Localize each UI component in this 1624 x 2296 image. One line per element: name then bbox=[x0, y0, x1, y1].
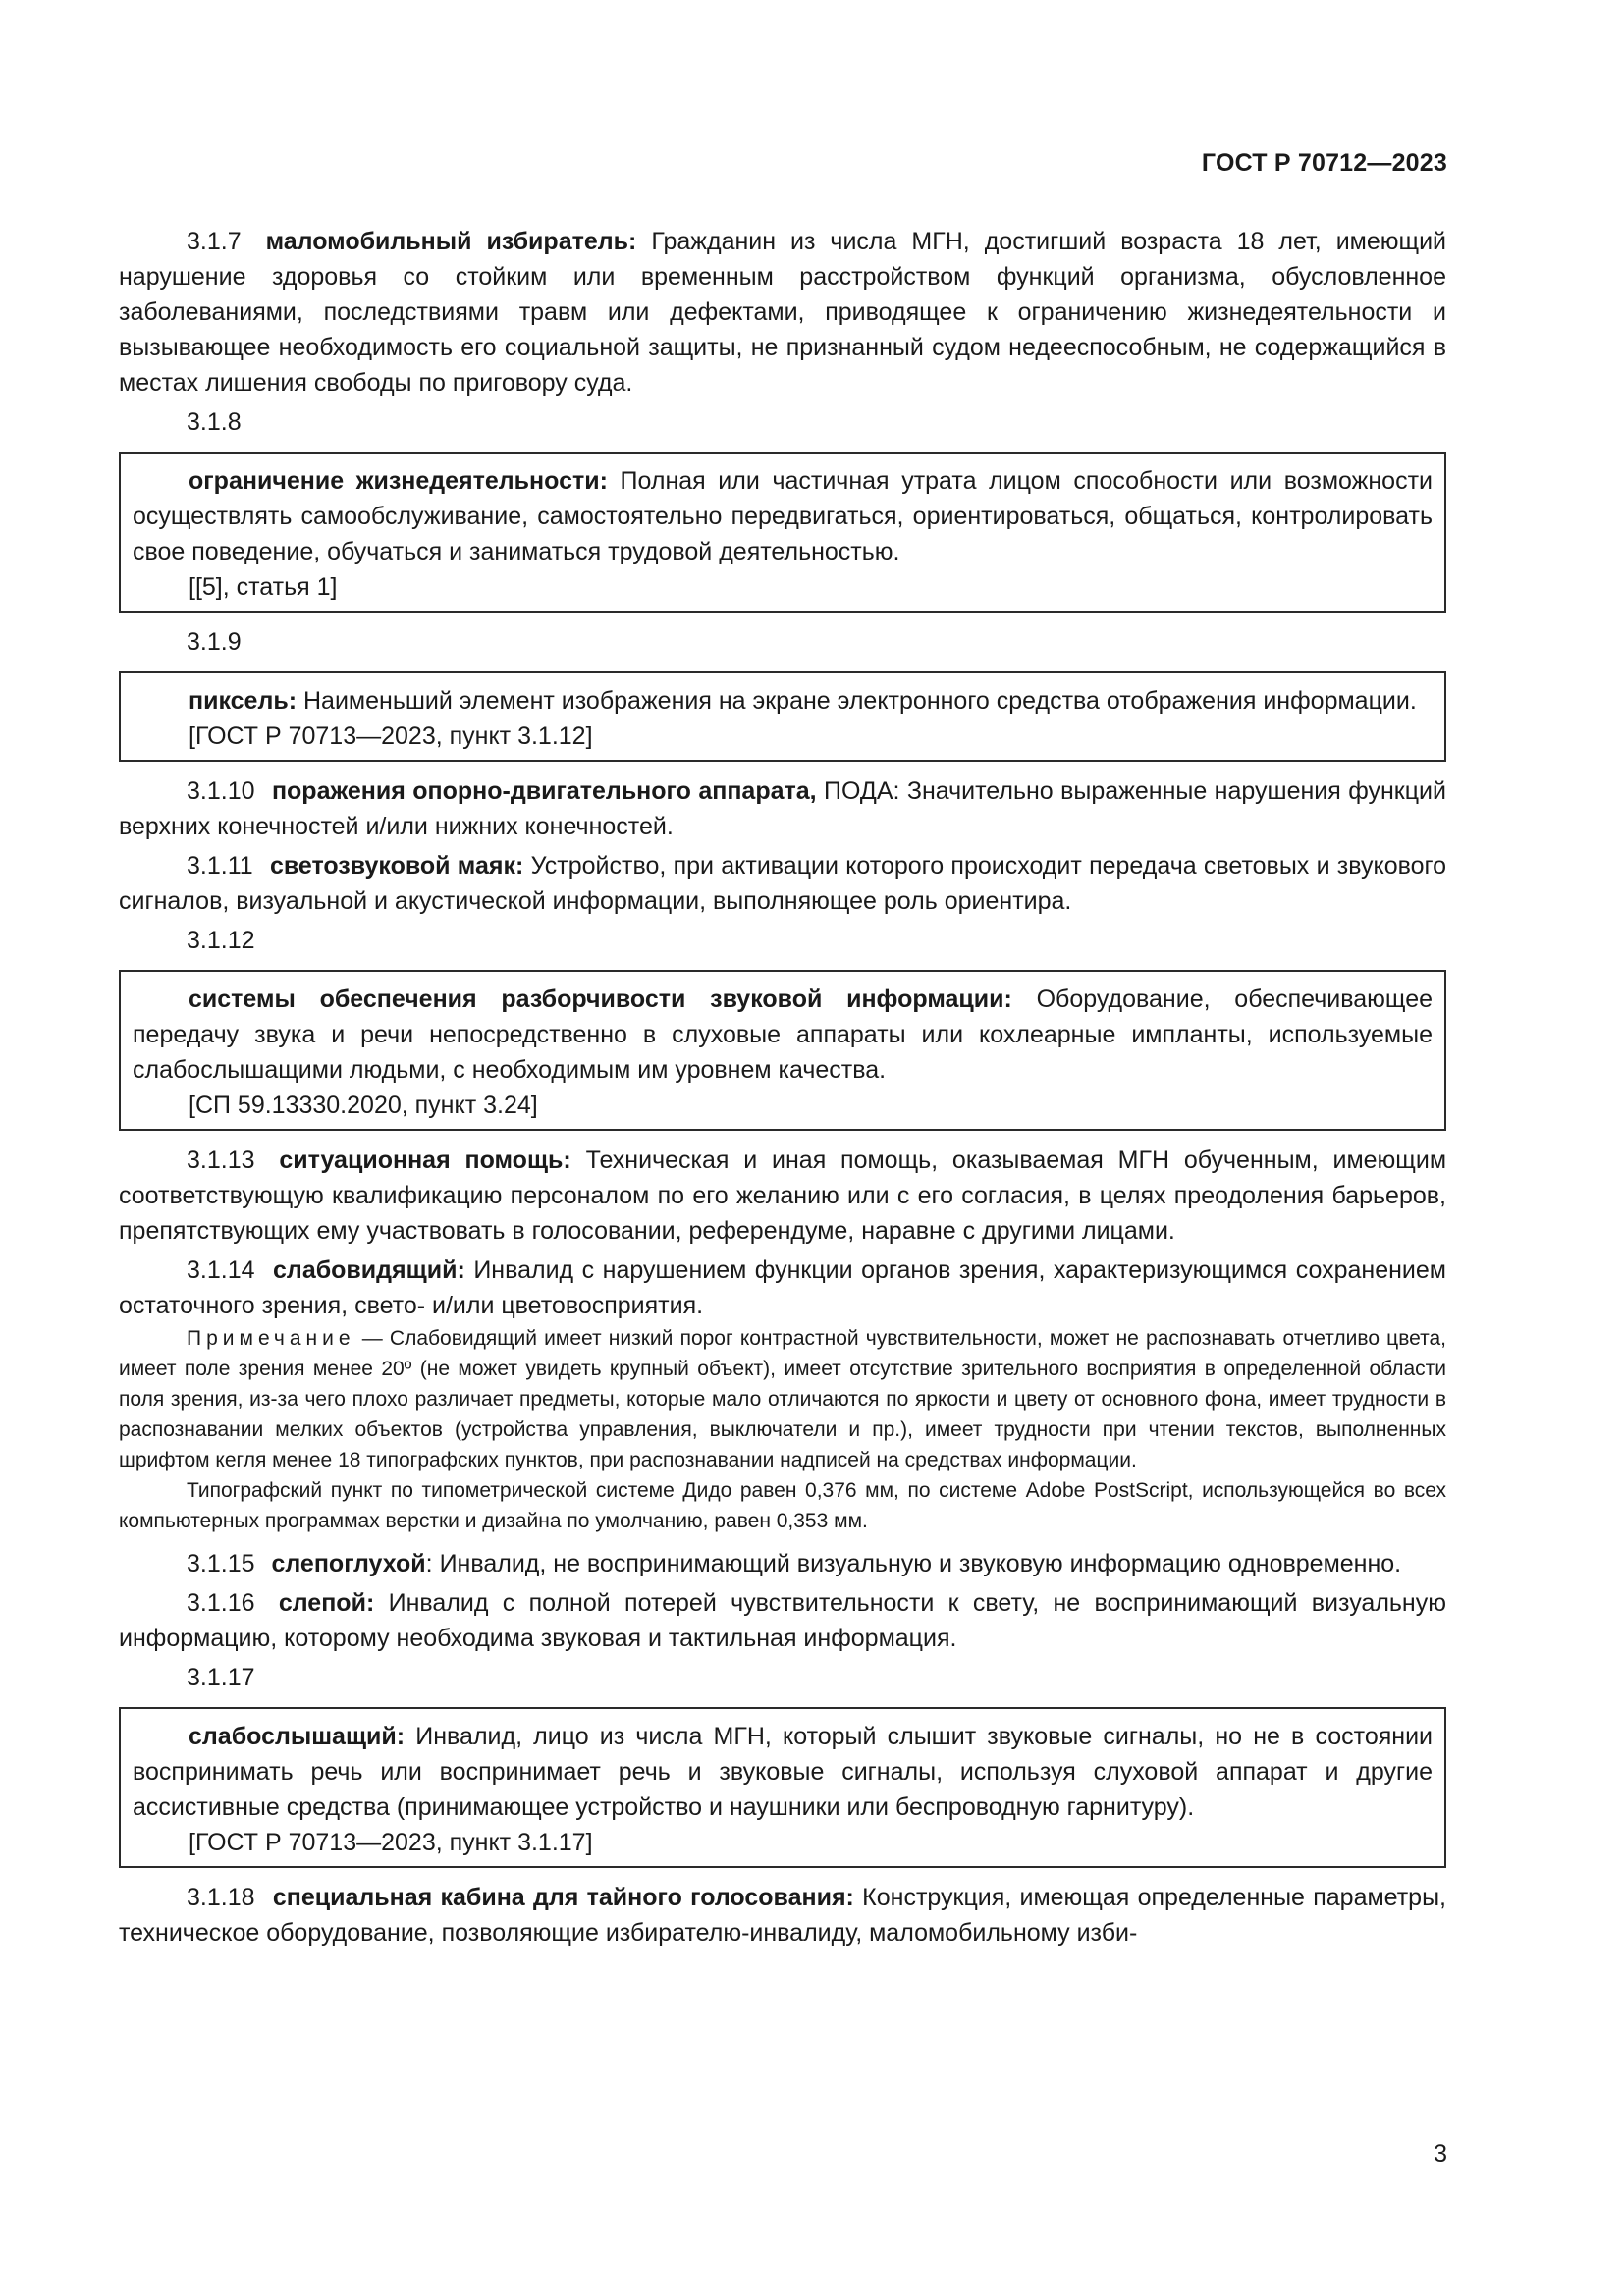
entry-definition: : Инвалид, не воспринимающий визуальную и звуковую информацию одновременно. bbox=[425, 1550, 1402, 1577]
entry-3-1-15 bbox=[119, 1546, 1446, 1581]
note-label: Примечание bbox=[187, 1327, 355, 1350]
quoted-definition-box-3-1-12 bbox=[119, 970, 1446, 1131]
entry-definition: Гражданин из числа МГН, достигший возраста 18 лет, имеющий нарушение здоровья со стойким или временным расстройством функций организма, обусловленное заболеваниями, последствиями травм или дефектами, приводящее к ограничению жизнедеятельности и вызывающее необходимость его социальной защиты, не признанный судом недееспособным, не содержащийся в местах лишения свободы по приговору суда. bbox=[119, 228, 1446, 397]
entry-number: 3.1.7 bbox=[187, 228, 242, 255]
entry-definition: Инвалид с полной потерей чувствительности к свету, не воспринимающий визуальную информацию, которому необходима звуковая и тактильная информация. bbox=[119, 1589, 1446, 1652]
page-number: 3 bbox=[1434, 2140, 1447, 2167]
entry-3-1-9 bbox=[133, 683, 1433, 719]
entry-number: 3.1.11 bbox=[187, 852, 253, 880]
entry-source: [[5], статья 1] bbox=[189, 573, 338, 601]
entry-source: [СП 59.13330.2020, пункт 3.24] bbox=[189, 1092, 538, 1119]
entry-term: слепоглухой bbox=[271, 1550, 426, 1577]
entry-term: слабовидящий: bbox=[273, 1256, 465, 1284]
entry-definition: Инвалид, лицо из числа МГН, который слышит звуковые сигналы, но не в состоянии воспринимать речь или воспринимает речь и звуковые сигналы, используя слуховой аппарат и другие ассистивные средства (принимающее устройство и наушники или беспроводную гарнитуру). bbox=[133, 1723, 1434, 1821]
entry-definition: Техническая и иная помощь, оказываемая МГН обученным, имеющим соответствующую квалификацию персоналом по его желанию или с его согласия, в целях преодоления барьеров, препятствующих ему участвовать в голосовании, референдуме, наравне с другими лицами. bbox=[119, 1147, 1447, 1245]
entry-number: 3.1.13 bbox=[187, 1147, 255, 1174]
entry-number-3-1-9: 3.1.9 bbox=[187, 628, 242, 656]
entry-definition: Оборудование, обеспечивающее передачу звука и речи непосредственно в слуховые аппараты или кохлеарные импланты, используемые слабослышащими людьми, с необходимым им уровнем качества. bbox=[133, 986, 1433, 1084]
entry-3-1-12 bbox=[133, 982, 1433, 1088]
document-body bbox=[119, 224, 1446, 1950]
entry-term: слепой: bbox=[278, 1589, 375, 1617]
entry-source: [ГОСТ Р 70713—2023, пункт 3.1.17] bbox=[189, 1829, 593, 1856]
entry-term: ситуационная помощь: bbox=[279, 1147, 571, 1174]
entry-number: 3.1.15 bbox=[187, 1550, 255, 1577]
entry-number-3-1-8: 3.1.8 bbox=[187, 408, 242, 436]
entry-definition: ПОДА: Значительно выраженные нарушения функций верхних конечностей и/или нижних конечностей. bbox=[119, 777, 1446, 840]
entry-definition: Устройство, при активации которого происходит передача световых и звукового сигналов, визуальной и акустической информации, выполняющее роль ориентира. bbox=[119, 852, 1447, 915]
entry-number-3-1-12: 3.1.12 bbox=[187, 927, 255, 954]
entry-number: 3.1.10 bbox=[187, 777, 255, 805]
entry-definition: Полная или частичная утрата лицом способности или возможности осуществлять самообслуживание, самостоятельно передвигаться, ориентироваться, общаться, контролировать свое поведение, обучаться и заниматься трудовой деятельностью. bbox=[133, 467, 1433, 565]
entry-term: пиксель: bbox=[189, 687, 298, 715]
quoted-definition-box-3-1-9 bbox=[119, 671, 1446, 762]
entry-number: 3.1.16 bbox=[187, 1589, 255, 1617]
entry-definition: Наименьший элемент изображения на экране электронного средства отображения информации. bbox=[303, 687, 1417, 715]
note-text: — Слабовидящий имеет низкий порог контрастной чувствительности, может не распознавать отчетливо цвета, имеет поле зрения менее 20º (не может увидеть крупный объект), имеет отсутствие зрительного восприятия в определенной области поля зрения, из-за чего плохо различает предметы, которые мало отличаются по яркости и цвету от основного фона, имеет трудности в распознавании мелких объектов (устройства управления, выключатели и пр.), имеет трудности при чтении текстов, выполненных шрифтом кегля менее 18 типографских пунктов, при распознавании надписей на средствах информации. bbox=[119, 1327, 1446, 1471]
entry-term: слабослышащий: bbox=[189, 1723, 406, 1750]
entry-3-1-18 bbox=[119, 1880, 1446, 1950]
entry-3-1-14 bbox=[119, 1253, 1446, 1323]
entry-3-1-13 bbox=[119, 1143, 1446, 1249]
entry-term: маломобильный избиратель: bbox=[265, 228, 637, 255]
entry-note bbox=[119, 1323, 1446, 1475]
document-code-header: ГОСТ Р 70712—2023 bbox=[1201, 149, 1447, 177]
entry-number-3-1-17: 3.1.17 bbox=[187, 1664, 255, 1691]
entry-3-1-7 bbox=[119, 224, 1446, 400]
entry-note-continuation: Типографский пункт по типометрической системе Дидо равен 0,376 мм, по системе Adobe PostScript, использующейся во всех компьютерных программах верстки и дизайна по умолчанию, равен 0,353 мм. bbox=[119, 1479, 1446, 1532]
entry-number: 3.1.14 bbox=[187, 1256, 255, 1284]
entry-term: ограничение жизнедеятельности: bbox=[189, 467, 608, 495]
entry-source: [ГОСТ Р 70713—2023, пункт 3.1.12] bbox=[189, 722, 593, 750]
entry-term: специальная кабина для тайного голосования: bbox=[272, 1884, 854, 1911]
entry-3-1-10 bbox=[119, 774, 1446, 844]
entry-3-1-8 bbox=[133, 463, 1433, 569]
entry-definition: Конструкция, имеющая определенные параметры, техническое оборудование, позволяющие избирателю-инвалиду, маломобильному изби- bbox=[119, 1884, 1447, 1947]
entry-definition: Инвалид с нарушением функции органов зрения, характеризующимся сохранением остаточного зрения, свето- и/или цветовосприятия. bbox=[119, 1256, 1446, 1319]
entry-3-1-16 bbox=[119, 1585, 1446, 1656]
quoted-definition-box-3-1-17 bbox=[119, 1707, 1446, 1868]
entry-term: поражения опорно-двигательного аппарата, bbox=[271, 777, 817, 805]
entry-number: 3.1.18 bbox=[187, 1884, 255, 1911]
entry-3-1-17 bbox=[133, 1719, 1433, 1825]
entry-term: светозвуковой маяк: bbox=[269, 852, 524, 880]
quoted-definition-box-3-1-8 bbox=[119, 452, 1446, 613]
entry-term: системы обеспечения разборчивости звуковой информации: bbox=[189, 986, 1012, 1013]
entry-3-1-11 bbox=[119, 848, 1446, 919]
